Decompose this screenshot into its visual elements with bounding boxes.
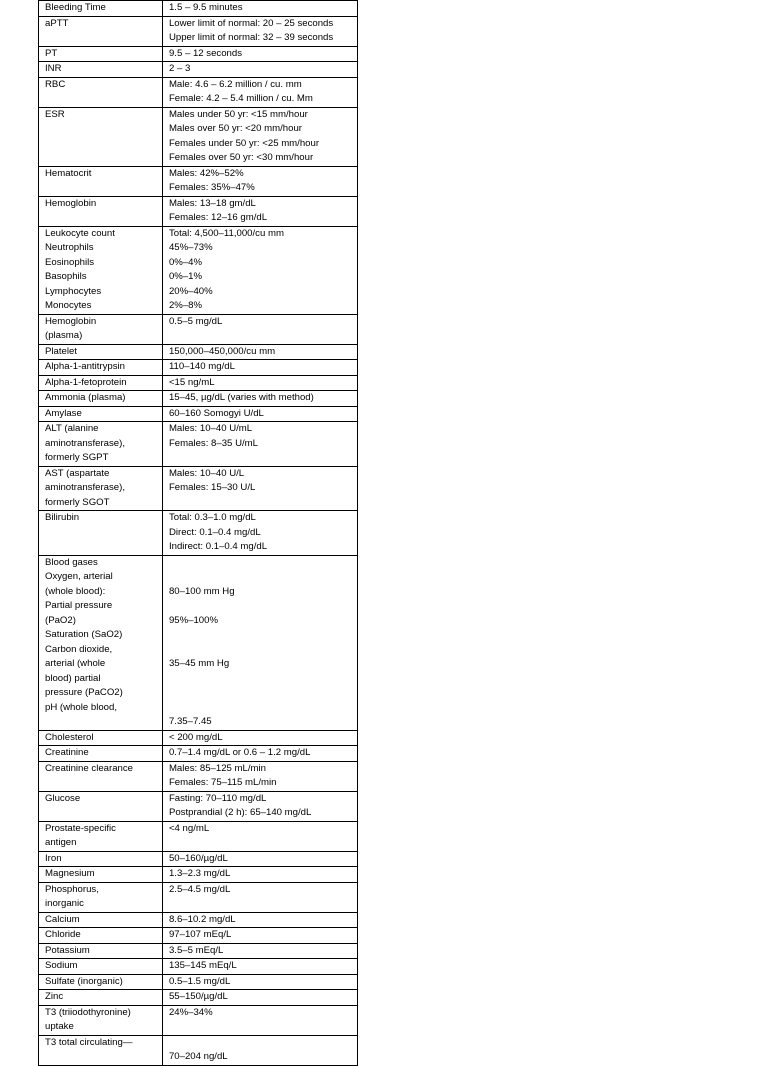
- test-name-line: Glucose: [45, 792, 81, 804]
- test-name-line: (whole blood):: [45, 585, 106, 597]
- test-name-line: (PaO2): [45, 614, 76, 626]
- test-name-line: Bleeding Time: [45, 2, 106, 13]
- table-row: [39, 466, 358, 511]
- test-name-cell: [39, 990, 163, 1006]
- reference-value-cell: [162, 990, 357, 1006]
- table-row: [39, 406, 358, 422]
- table-row: [39, 1005, 358, 1035]
- test-name-line: Hemoglobin: [45, 315, 97, 327]
- reference-value-line: 2 – 3: [168, 63, 191, 74]
- test-name-line: Chloride: [45, 929, 81, 940]
- test-name-line: T3 total circulating—: [45, 1036, 133, 1048]
- reference-value-line: Females over 50 yr: <30 mm/hour: [168, 152, 314, 163]
- reference-value-line: [169, 628, 353, 643]
- test-name-cell: [39, 107, 163, 166]
- reference-value-cell: [162, 422, 357, 467]
- reference-value-line: Total: 0.3–1.0 mg/dL: [168, 512, 256, 523]
- test-name-line: Iron: [45, 852, 62, 864]
- test-name-line: INR: [45, 63, 62, 74]
- reference-value-cell: [162, 511, 357, 556]
- test-name-line: Amylase: [45, 407, 82, 419]
- table-row: [39, 974, 358, 990]
- reference-value-line: 95%–100%: [168, 614, 219, 626]
- reference-value-line: Lower limit of normal: 20 – 25 seconds: [168, 17, 334, 29]
- test-name-cell: [39, 511, 163, 556]
- test-name-line: Neutrophils: [45, 242, 94, 253]
- test-name-line: Phosphorus,: [45, 883, 99, 895]
- test-name-line: formerly SGOT: [45, 496, 110, 508]
- reference-value-cell: [162, 851, 357, 867]
- table-row: [39, 107, 358, 166]
- test-name-cell: [39, 391, 163, 407]
- table-row: [39, 391, 358, 407]
- reference-value-cell: [162, 730, 357, 746]
- table-row: [39, 761, 358, 791]
- test-name-cell: [39, 928, 163, 944]
- reference-value-line: Direct: 0.1–0.4 mg/dL: [168, 526, 261, 538]
- table-row: [39, 511, 358, 556]
- reference-value-cell: [162, 928, 357, 944]
- reference-value-line: 110–140 mg/dL: [168, 361, 235, 372]
- reference-value-line: [169, 556, 353, 571]
- reference-value-cell: [162, 166, 357, 196]
- reference-value-line: Indirect: 0.1–0.4 mg/dL: [168, 541, 268, 552]
- reference-value-line: Male: 4.6 – 6.2 million / cu. mm: [168, 78, 302, 90]
- reference-value-line: Females: 35%–47%: [168, 182, 255, 193]
- table-row: [39, 959, 358, 975]
- test-name-line: Alpha-1-antitrypsin: [45, 361, 125, 372]
- reference-value-cell: [162, 226, 357, 314]
- test-name-line: Calcium: [45, 913, 80, 925]
- reference-value-cell: [162, 62, 357, 78]
- reference-value-line: 2.5–4.5 mg/dL: [168, 883, 231, 895]
- test-name-cell: [39, 196, 163, 226]
- reference-value-line: <15 ng/mL: [168, 376, 215, 388]
- reference-value-line: Females: 8–35 U/mL: [168, 437, 258, 449]
- reference-value-line: Males: 10–40 U/mL: [168, 423, 253, 434]
- test-name-cell: [39, 912, 163, 928]
- test-name-cell: [39, 62, 163, 78]
- test-name-cell: [39, 46, 163, 62]
- test-name-line: Sodium: [45, 960, 78, 971]
- test-name-line: Magnesium: [45, 868, 95, 879]
- table-row: [39, 196, 358, 226]
- test-name-line: aminotransferase),: [45, 437, 125, 449]
- table-row: [39, 375, 358, 391]
- table-row: [39, 77, 358, 107]
- reference-value-cell: [162, 196, 357, 226]
- test-name-line: Saturation (SaO2): [45, 629, 123, 640]
- table-row: [39, 344, 358, 360]
- reference-value-line: 0.5–5 mg/dL: [168, 315, 223, 327]
- reference-value-line: 45%–73%: [168, 242, 213, 253]
- test-name-cell: [39, 166, 163, 196]
- test-name-cell: [39, 1005, 163, 1035]
- reference-value-line: Females: 75–115 mL/min: [168, 777, 277, 788]
- test-name-line: ESR: [45, 108, 65, 120]
- test-name-cell: [39, 1, 163, 17]
- reference-value-cell: [162, 46, 357, 62]
- test-name-line: Blood gases: [45, 556, 98, 568]
- reference-value-line: [169, 672, 353, 687]
- test-name-cell: [39, 943, 163, 959]
- reference-value-line: <4 ng/mL: [168, 822, 210, 834]
- table-row: [39, 166, 358, 196]
- test-name-line: aminotransferase),: [45, 482, 125, 493]
- test-name-line: arterial (whole: [45, 658, 106, 669]
- test-name-cell: [39, 761, 163, 791]
- table-row: [39, 62, 358, 78]
- test-name-line: Potassium: [45, 944, 90, 956]
- reference-value-line: [169, 570, 353, 585]
- test-name-line: Platelet: [45, 345, 77, 357]
- test-name-line: Zinc: [45, 991, 64, 1002]
- reference-value-line: 2%–8%: [168, 300, 203, 311]
- reference-value-line: Males: 85–125 mL/min: [168, 762, 266, 774]
- test-name-line: T3 (triiodothyronine): [45, 1006, 131, 1018]
- test-name-line: AST (aspartate: [45, 467, 110, 479]
- table-row: [39, 821, 358, 851]
- reference-value-line: 80–100 mm Hg: [168, 585, 235, 597]
- test-name-cell: [39, 882, 163, 912]
- test-name-line: Lymphocytes: [45, 285, 102, 297]
- reference-value-line: 0%–1%: [168, 271, 203, 282]
- reference-value-cell: [162, 791, 357, 821]
- test-name-cell: [39, 466, 163, 511]
- reference-value-line: 135–145 mEq/L: [168, 960, 237, 971]
- test-name-cell: [39, 851, 163, 867]
- test-name-cell: [39, 375, 163, 391]
- table-row: [39, 882, 358, 912]
- reference-value-line: [169, 599, 353, 614]
- reference-value-cell: [162, 943, 357, 959]
- reference-value-cell: [162, 821, 357, 851]
- reference-value-line: Males over 50 yr: <20 mm/hour: [168, 123, 302, 134]
- table-row: [39, 360, 358, 376]
- table-row: [39, 730, 358, 746]
- test-name-line: RBC: [45, 78, 66, 90]
- reference-value-line: [169, 643, 353, 658]
- test-name-line: Sulfate (inorganic): [45, 975, 123, 987]
- reference-value-line: 1.5 – 9.5 minutes: [168, 2, 243, 13]
- table-row: [39, 851, 358, 867]
- table-row: [39, 46, 358, 62]
- test-name-line: Cholesterol: [45, 731, 94, 743]
- reference-value-line: Upper limit of normal: 32 – 39 seconds: [168, 32, 334, 43]
- test-name-cell: [39, 746, 163, 762]
- reference-value-cell: [162, 867, 357, 883]
- reference-value-cell: [162, 746, 357, 762]
- test-name-line: Hemoglobin: [45, 197, 97, 209]
- reference-value-line: Fasting: 70–110 mg/dL: [168, 792, 267, 804]
- test-name-line: blood) partial: [45, 672, 101, 684]
- reference-value-cell: [162, 761, 357, 791]
- reference-value-line: 24%–34%: [168, 1006, 213, 1018]
- test-name-line: Eosinophils: [45, 256, 95, 268]
- reference-value-line: Total: 4,500–11,000/cu mm: [168, 227, 284, 239]
- reference-value-cell: [162, 466, 357, 511]
- reference-value-cell: [162, 406, 357, 422]
- test-name-line: Prostate-specific: [45, 822, 116, 834]
- test-name-cell: [39, 959, 163, 975]
- table-row: [39, 16, 358, 46]
- test-name-line: pressure (PaCO2): [45, 687, 123, 698]
- reference-value-cell: [162, 959, 357, 975]
- reference-value-line: 7.35–7.45: [168, 716, 212, 727]
- reference-value-cell: [162, 1035, 357, 1065]
- reference-value-cell: [162, 344, 357, 360]
- test-name-line: Hematocrit: [45, 167, 92, 179]
- test-name-cell: [39, 226, 163, 314]
- test-name-line: Creatinine: [45, 747, 89, 758]
- lab-reference-table: [38, 0, 358, 1066]
- reference-value-line: 50–160/µg/dL: [168, 852, 228, 864]
- table-row: [39, 226, 358, 314]
- reference-value-line: 35–45 mm Hg: [168, 658, 230, 669]
- test-name-cell: [39, 555, 163, 730]
- table-row: [39, 928, 358, 944]
- test-name-line: aPTT: [45, 17, 69, 29]
- reference-value-line: < 200 mg/dL: [168, 731, 223, 743]
- reference-value-cell: [162, 882, 357, 912]
- reference-value-line: 9.5 – 12 seconds: [168, 47, 243, 59]
- table-body: [39, 1, 358, 1066]
- test-name-cell: [39, 422, 163, 467]
- table-row: [39, 1, 358, 17]
- reference-value-line: 0%–4%: [168, 256, 203, 268]
- reference-value-cell: [162, 1, 357, 17]
- test-name-line: ALT (alanine: [45, 423, 99, 434]
- test-name-cell: [39, 791, 163, 821]
- test-name-line: Oxygen, arterial: [45, 571, 113, 582]
- reference-value-line: 20%–40%: [168, 285, 213, 297]
- table-row: [39, 1035, 358, 1065]
- reference-value-line: 0.5–1.5 mg/dL: [168, 975, 231, 987]
- test-name-cell: [39, 867, 163, 883]
- reference-value-line: 3.5–5 mEq/L: [168, 944, 224, 956]
- test-name-line: Creatinine clearance: [45, 762, 133, 774]
- test-name-cell: [39, 406, 163, 422]
- reference-value-line: Female: 4.2 – 5.4 million / cu. Mm: [168, 93, 313, 104]
- table-row: [39, 867, 358, 883]
- test-name-line: Carbon dioxide,: [45, 643, 113, 655]
- test-name-line: Alpha-1-fetoprotein: [45, 376, 127, 388]
- reference-value-cell: [162, 912, 357, 928]
- reference-value-line: 60–160 Somogyi U/dL: [168, 407, 264, 419]
- reference-value-cell: [162, 107, 357, 166]
- reference-value-line: 55–150/µg/dL: [168, 991, 228, 1002]
- test-name-cell: [39, 974, 163, 990]
- test-name-line: Leukocyte count: [45, 227, 115, 239]
- test-name-cell: [39, 1035, 163, 1065]
- reference-value-line: Females: 15–30 U/L: [168, 482, 256, 493]
- reference-value-line: 15–45, µg/dL (varies with method): [168, 392, 314, 403]
- reference-value-cell: [162, 314, 357, 344]
- test-name-line: Basophils: [45, 271, 87, 282]
- test-name-line: antigen: [45, 837, 77, 848]
- test-name-line: pH (whole blood,: [45, 701, 117, 713]
- test-name-line: formerly SGPT: [45, 452, 109, 463]
- table-row: [39, 791, 358, 821]
- reference-value-line: Males: 42%–52%: [168, 167, 244, 179]
- reference-value-cell: [162, 360, 357, 376]
- reference-value-line: [169, 686, 353, 701]
- reference-value-line: Females under 50 yr: <25 mm/hour: [168, 137, 320, 149]
- reference-value-cell: [162, 77, 357, 107]
- reference-value-line: 150,000–450,000/cu mm: [168, 345, 276, 357]
- test-name-line: inorganic: [45, 898, 84, 909]
- reference-value-line: [169, 1036, 353, 1051]
- test-name-cell: [39, 16, 163, 46]
- reference-value-cell: [162, 1005, 357, 1035]
- reference-value-line: Males: 10–40 U/L: [168, 467, 245, 479]
- test-name-cell: [39, 730, 163, 746]
- reference-value-line: Females: 12–16 gm/dL: [168, 212, 268, 223]
- reference-value-line: [169, 701, 353, 716]
- reference-value-cell: [162, 16, 357, 46]
- reference-value-cell: [162, 391, 357, 407]
- table-row: [39, 422, 358, 467]
- test-name-cell: [39, 360, 163, 376]
- reference-value-cell: [162, 555, 357, 730]
- test-name-line: Bilirubin: [45, 512, 80, 523]
- reference-value-line: 70–204 ng/dL: [168, 1051, 228, 1062]
- test-name-line: Ammonia (plasma): [45, 392, 126, 403]
- test-name-cell: [39, 77, 163, 107]
- reference-value-line: 8.6–10.2 mg/dL: [168, 913, 236, 925]
- reference-value-line: 97–107 mEq/L: [168, 929, 232, 940]
- test-name-line: uptake: [45, 1021, 74, 1032]
- table-row: [39, 314, 358, 344]
- table-row: [39, 943, 358, 959]
- reference-value-cell: [162, 974, 357, 990]
- reference-value-line: Males: 13–18 gm/dL: [168, 197, 256, 209]
- test-name-line: PT: [45, 47, 58, 59]
- test-name-line: (plasma): [45, 330, 83, 341]
- table-row: [39, 555, 358, 730]
- table-row: [39, 990, 358, 1006]
- test-name-line: Partial pressure: [45, 600, 113, 611]
- reference-value-line: 1.3–2.3 mg/dL: [168, 868, 231, 879]
- reference-value-cell: [162, 375, 357, 391]
- test-name-cell: [39, 344, 163, 360]
- reference-value-line: 0.7–1.4 mg/dL or 0.6 – 1.2 mg/dL: [168, 747, 311, 758]
- table-row: [39, 912, 358, 928]
- test-name-cell: [39, 821, 163, 851]
- reference-value-line: Males under 50 yr: <15 mm/hour: [168, 108, 308, 120]
- table-row: [39, 746, 358, 762]
- test-name-cell: [39, 314, 163, 344]
- test-name-line: Monocytes: [45, 300, 92, 311]
- reference-value-line: Postprandial (2 h): 65–140 mg/dL: [168, 807, 312, 818]
